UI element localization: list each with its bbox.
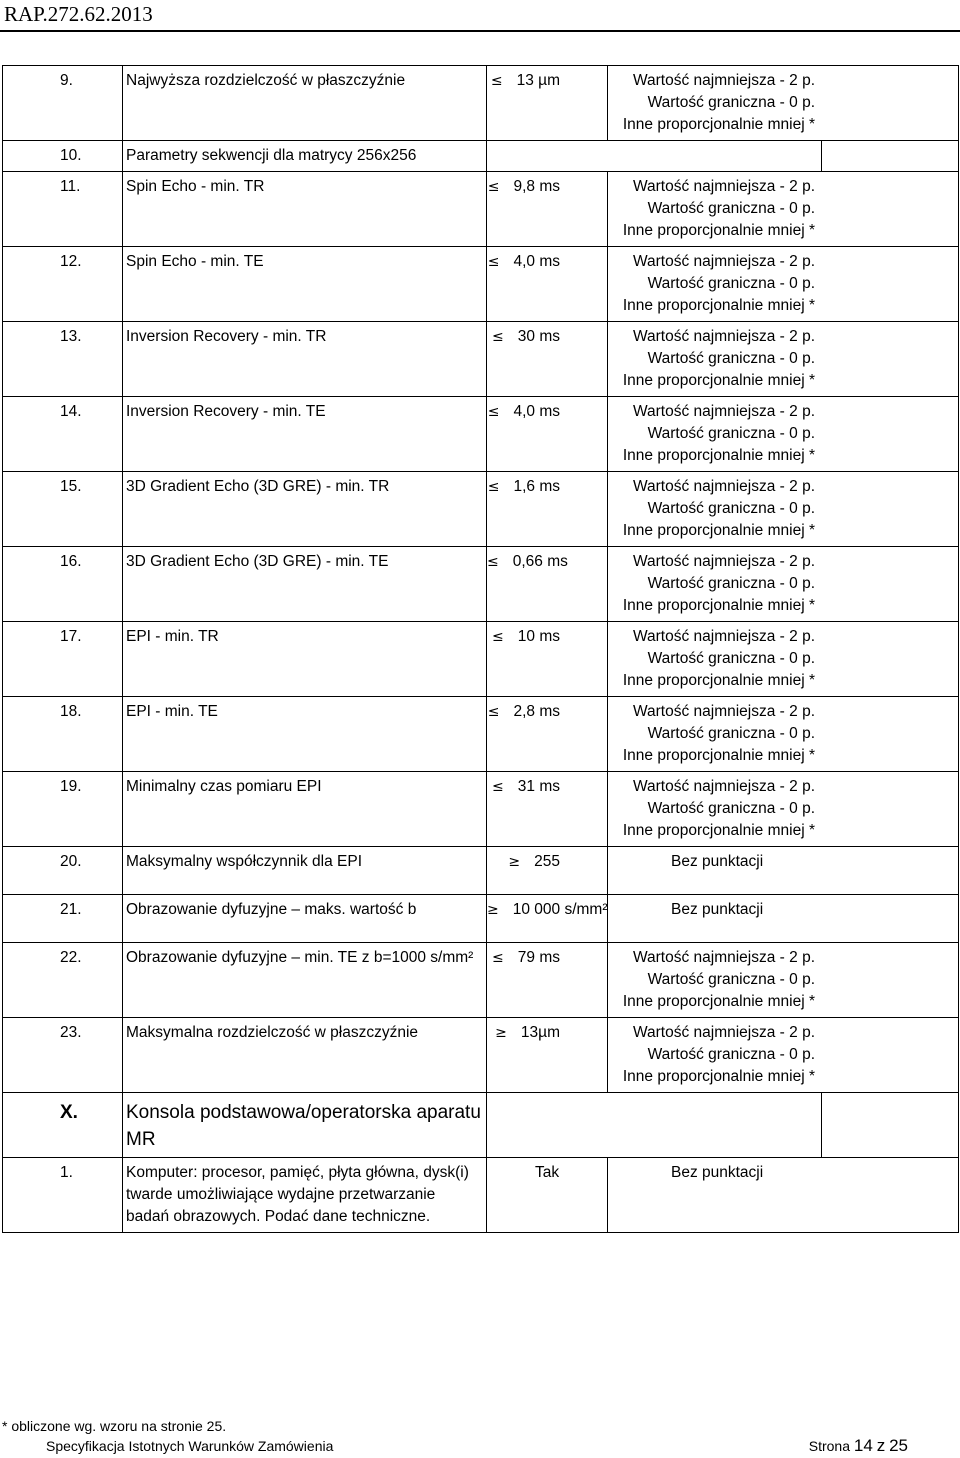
scoring-rule (608, 472, 959, 547)
scoring-line: Wartość graniczna - 0 p. (647, 725, 815, 742)
parameter-name: Inversion Recovery - min. TE (123, 397, 487, 472)
less-or-equal-icon: ≤ (492, 779, 504, 795)
required-value (487, 847, 608, 895)
scoring-rule (608, 322, 959, 397)
value-text: 4,0 ms (513, 403, 560, 420)
scoring-line: Inne proporcjonalnie mniej * (622, 597, 815, 614)
table-row (3, 397, 959, 472)
scoring-rule (608, 397, 959, 472)
less-or-equal-icon: ≤ (490, 73, 503, 89)
value-text: 10 000 s/mm² (512, 901, 608, 918)
parameter-name: Najwyższa rozdzielczość w płaszczyźnie (123, 66, 487, 141)
scoring-rule (608, 1018, 959, 1093)
page-label: Strona (808, 1438, 850, 1454)
parameter-name: Konsola podstawowa/operatorska aparatu MR (123, 1093, 487, 1158)
value-text: 13 µm (516, 72, 560, 89)
row-number: 1. (3, 1158, 123, 1233)
required-value (487, 397, 608, 472)
less-or-equal-icon: ≤ (487, 404, 500, 420)
value-text: 30 ms (517, 328, 560, 345)
footnote: * obliczone wg. wzoru na stronie 25. (2, 1418, 227, 1434)
value-text: 10 ms (517, 628, 560, 645)
row-number: 9. (3, 66, 123, 141)
value-text: 4,0 ms (513, 253, 560, 270)
less-or-equal-icon: ≤ (487, 704, 500, 720)
scoring-rule (608, 172, 959, 247)
parameter-name: Maksymalna rozdzielczość w płaszczyźnie (123, 1018, 487, 1093)
page-number (809, 1436, 908, 1456)
no-scoring-label: Bez punktacji (671, 901, 764, 918)
scoring-rule (608, 547, 959, 622)
required-value (487, 172, 608, 247)
table-row (3, 772, 959, 847)
less-or-equal-icon: ≤ (487, 554, 499, 570)
parameter-name: Obrazowanie dyfuzyjne – maks. wartość b (123, 895, 487, 943)
row-number: 12. (3, 247, 123, 322)
no-scoring-label: Bez punktacji (671, 1164, 764, 1181)
parameter-name: EPI - min. TR (123, 622, 487, 697)
footer-title: Specyfikacja Istotnych Warunków Zamówienia (46, 1438, 334, 1454)
no-scoring-label: Bez punktacji (671, 853, 764, 870)
table-row (3, 141, 959, 172)
required-value (487, 895, 608, 943)
parameter-name: EPI - min. TE (123, 697, 487, 772)
scoring-line: Wartość graniczna - 0 p. (647, 1046, 815, 1063)
required-value (487, 247, 608, 322)
scoring-rule (608, 895, 959, 943)
scoring-line: Wartość najmniejsza - 2 p. (632, 703, 815, 720)
table-row (3, 322, 959, 397)
parameter-name: Minimalny czas pomiaru EPI (123, 772, 487, 847)
scoring-line: Inne proporcjonalnie mniej * (622, 222, 815, 239)
value-text: Tak (535, 1164, 560, 1181)
scoring-line: Wartość graniczna - 0 p. (647, 200, 815, 217)
table-row (3, 847, 959, 895)
scoring-rule (608, 943, 959, 1018)
parameter-name: Maksymalny współczynnik dla EPI (123, 847, 487, 895)
row-number: 10. (3, 141, 123, 172)
parameter-name: Inversion Recovery - min. TR (123, 322, 487, 397)
header-rule (0, 30, 960, 32)
row-number: 18. (3, 697, 123, 772)
value-text: 9,8 ms (513, 178, 560, 195)
required-value (487, 1018, 608, 1093)
scoring-line: Inne proporcjonalnie mniej * (622, 116, 815, 133)
value-text: 1,6 ms (513, 478, 560, 495)
required-value (487, 1158, 608, 1233)
parameter-name: 3D Gradient Echo (3D GRE) - min. TR (123, 472, 487, 547)
greater-or-equal-icon: ≥ (508, 854, 521, 870)
scoring-line: Inne proporcjonalnie mniej * (622, 522, 815, 539)
parameter-name: Obrazowanie dyfuzyjne – min. TE z b=1000 s/mm² (123, 943, 487, 1018)
required-value (487, 697, 608, 772)
scoring-line: Wartość najmniejsza - 2 p. (632, 328, 815, 345)
scoring-line: Wartość najmniejsza - 2 p. (632, 949, 815, 966)
scoring-line: Inne proporcjonalnie mniej * (622, 297, 815, 314)
greater-or-equal-icon: ≥ (495, 1025, 507, 1041)
scoring-rule (608, 697, 959, 772)
parameter-name: Komputer: procesor, pamięć, płyta główna, dysk(i) twarde umożliwiające wydajne przetwarzanie badań obrazowych. Podać dane techniczne. (123, 1158, 487, 1233)
scoring-rule (608, 247, 959, 322)
scoring-line: Wartość graniczna - 0 p. (647, 350, 815, 367)
required-value (487, 622, 608, 697)
scoring-line: Wartość graniczna - 0 p. (647, 575, 815, 592)
scoring-line: Wartość najmniejsza - 2 p. (632, 178, 815, 195)
table-row (3, 1093, 959, 1158)
less-or-equal-icon: ≤ (492, 329, 504, 345)
table-row (3, 895, 959, 943)
required-value (487, 547, 608, 622)
table-row (3, 1158, 959, 1233)
required-value (487, 322, 608, 397)
required-value (487, 943, 608, 1018)
scoring-rule (608, 66, 959, 141)
empty-cell (487, 1093, 822, 1158)
row-number: 19. (3, 772, 123, 847)
table-row (3, 66, 959, 141)
scoring-line: Wartość najmniejsza - 2 p. (632, 253, 815, 270)
scoring-rule (608, 1158, 959, 1233)
document-number: RAP.272.62.2013 (4, 2, 153, 26)
value-text: 13µm (520, 1024, 560, 1041)
less-or-equal-icon: ≤ (487, 479, 500, 495)
table-row (3, 943, 959, 1018)
row-number: 11. (3, 172, 123, 247)
scoring-line: Wartość najmniejsza - 2 p. (632, 553, 815, 570)
empty-cell (822, 141, 959, 172)
less-or-equal-icon: ≤ (492, 950, 504, 966)
greater-or-equal-icon: ≥ (487, 902, 499, 918)
scoring-line: Wartość graniczna - 0 p. (647, 275, 815, 292)
value-text: 31 ms (517, 778, 560, 795)
parameter-name: 3D Gradient Echo (3D GRE) - min. TE (123, 547, 487, 622)
scoring-line: Wartość graniczna - 0 p. (647, 425, 815, 442)
table-row (3, 1018, 959, 1093)
parameter-name: Spin Echo - min. TR (123, 172, 487, 247)
value-text: 0,66 ms (512, 553, 568, 570)
scoring-line: Inne proporcjonalnie mniej * (622, 372, 815, 389)
scoring-line: Wartość graniczna - 0 p. (647, 500, 815, 517)
value-text: 2,8 ms (513, 703, 560, 720)
row-number: 21. (3, 895, 123, 943)
row-number: 23. (3, 1018, 123, 1093)
scoring-line: Inne proporcjonalnie mniej * (622, 822, 815, 839)
scoring-line: Inne proporcjonalnie mniej * (622, 1068, 815, 1085)
specification-table-body (3, 66, 959, 1233)
parameter-name: Parametry sekwencji dla matrycy 256x256 (123, 141, 487, 172)
row-number: X. (3, 1093, 123, 1158)
empty-cell (487, 141, 822, 172)
scoring-line: Wartość najmniejsza - 2 p. (632, 778, 815, 795)
table-row (3, 622, 959, 697)
table-row (3, 172, 959, 247)
row-number: 20. (3, 847, 123, 895)
required-value (487, 772, 608, 847)
row-number: 16. (3, 547, 123, 622)
scoring-rule (608, 622, 959, 697)
scoring-line: Inne proporcjonalnie mniej * (622, 672, 815, 689)
less-or-equal-icon: ≤ (492, 629, 504, 645)
scoring-line: Wartość najmniejsza - 2 p. (632, 403, 815, 420)
table-row (3, 547, 959, 622)
page-current: 14 (853, 1436, 873, 1455)
scoring-line: Wartość graniczna - 0 p. (647, 800, 815, 817)
empty-cell (822, 1093, 959, 1158)
scoring-line: Wartość graniczna - 0 p. (647, 94, 815, 111)
value-text: 255 (534, 853, 560, 870)
required-value (487, 472, 608, 547)
less-or-equal-icon: ≤ (487, 179, 500, 195)
required-value (487, 66, 608, 141)
specification-table (2, 65, 959, 1233)
less-or-equal-icon: ≤ (487, 254, 500, 270)
page-separator: z (876, 1436, 886, 1455)
row-number: 14. (3, 397, 123, 472)
scoring-line: Wartość najmniejsza - 2 p. (632, 478, 815, 495)
scoring-rule (608, 847, 959, 895)
page-total: 25 (889, 1436, 908, 1455)
scoring-line: Wartość graniczna - 0 p. (647, 971, 815, 988)
scoring-rule (608, 772, 959, 847)
row-number: 22. (3, 943, 123, 1018)
parameter-name: Spin Echo - min. TE (123, 247, 487, 322)
scoring-line: Wartość graniczna - 0 p. (647, 650, 815, 667)
scoring-line: Inne proporcjonalnie mniej * (622, 447, 815, 464)
row-number: 17. (3, 622, 123, 697)
scoring-line: Inne proporcjonalnie mniej * (622, 747, 815, 764)
table-row (3, 247, 959, 322)
value-text: 79 ms (517, 949, 560, 966)
row-number: 15. (3, 472, 123, 547)
scoring-line: Wartość najmniejsza - 2 p. (632, 72, 815, 89)
scoring-line: Inne proporcjonalnie mniej * (622, 993, 815, 1010)
row-number: 13. (3, 322, 123, 397)
table-row (3, 697, 959, 772)
scoring-line: Wartość najmniejsza - 2 p. (632, 628, 815, 645)
table-row (3, 472, 959, 547)
scoring-line: Wartość najmniejsza - 2 p. (632, 1024, 815, 1041)
